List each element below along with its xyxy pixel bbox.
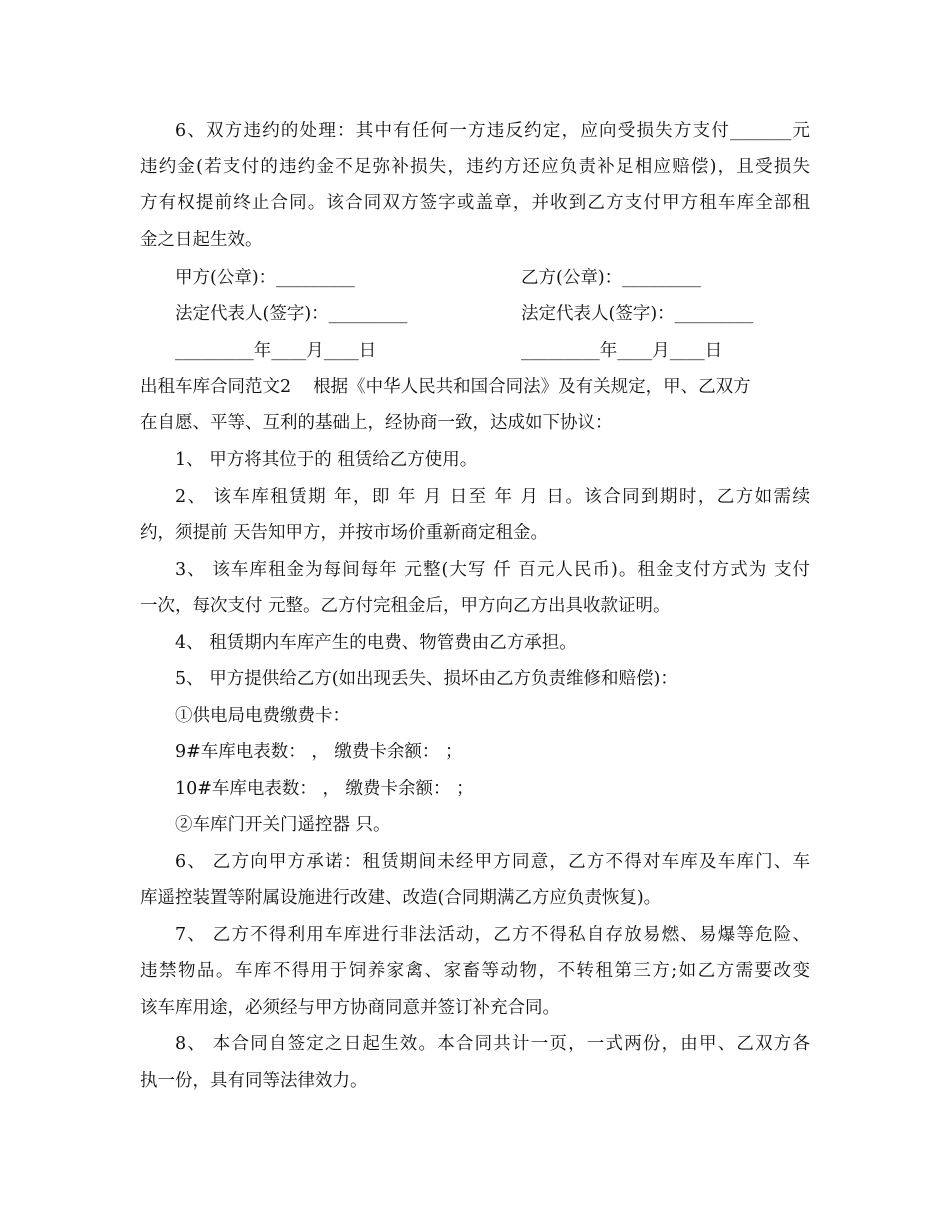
paragraph-line: 违约金(若支付的违约金不足弥补损失，违约方还应负责补足相应赔偿)，且受损失 [140,157,810,177]
clause-3: 3、 该车库租金为每间每年 元整(大写 仟 百元人民币)。租金支付方式为 支付 [175,560,810,580]
paragraph-line: 6、双方违约的处理：其中有任何一方违反约定，应向受损失方支付_______元 [175,121,810,141]
section-title: 出租车库合同范文2 [140,377,292,397]
party-a-seal: 甲方(公章)：_________ [175,268,355,288]
paragraph-line: 约，须提前 天告知甲方，并按市场价重新商定租金。 [140,523,549,543]
paragraph-line: 违禁物品。车库不得用于饲养家禽、家畜等动物，不转租第三方;如乙方需要改变 [140,961,810,981]
clause-1: 1、 甲方将其位于的 租赁给乙方使用。 [175,450,478,470]
clause-2: 2、 该车库租赁期 年，即 年 月 日至 年 月 日。该合同到期时，乙方如需续 [175,487,810,507]
clause-5: 5、 甲方提供给乙方(如出现丢失、损坏由乙方负责维修和赔偿)： [175,669,678,689]
paragraph-line: 金之日起生效。 [140,230,263,250]
paragraph-line: 一次，每次支付 元整。乙方付完租金后，甲方向乙方出具收款证明。 [140,596,671,616]
party-a-date: _________年____月____日 [175,341,377,361]
paragraph-line: 方有权提前终止合同。该合同双方签字或盖章，并收到乙方支付甲方租车库全部租 [140,193,810,213]
clause-8: 8、 本合同自签定之日起生效。本合同共计一页，一式两份，由甲、乙双方各 [175,1034,810,1054]
party-b-date: _________年____月____日 [521,341,723,361]
paragraph-line: 执一份，具有同等法律效力。 [140,1071,368,1091]
intro-text: 根据《中华人民共和国合同法》及有关规定，甲、乙双方 [313,377,751,397]
clause-7: 7、 乙方不得利用车库进行非法活动，乙方不得私自存放易燃、易爆等危险、 [175,925,810,945]
section-heading-line [140,375,810,399]
paragraph-line: 在自愿、平等、互利的基础上，经协商一致，达成如下协议： [140,413,613,433]
party-b-seal: 乙方(公章)：_________ [521,268,701,288]
party-a-representative: 法定代表人(签字)：_________ [175,304,408,324]
clause-5-item: 10#车库电表数： ， 缴费卡余额： ； [175,779,474,799]
paragraph-line: 库遥控装置等附属设施进行改建、改造(合同期满乙方应负责恢复)。 [140,888,662,908]
clause-5-item: ①供电局电费缴费卡： [175,706,350,726]
party-b-representative: 法定代表人(签字)：_________ [521,304,754,324]
clause-5-item: ②车库门开关门遥控器 只。 [175,815,391,835]
clause-6: 6、 乙方向甲方承诺：租赁期间未经甲方同意，乙方不得对车库及车库门、车 [175,852,810,872]
clause-5-item: 9#车库电表数： ， 缴费卡余额： ； [175,742,463,762]
clause-4: 4、 租赁期内车库产生的电费、物管费由乙方承担。 [175,633,577,653]
paragraph-line: 该车库用途，必须经与甲方协商同意并签订补充合同。 [140,998,560,1018]
